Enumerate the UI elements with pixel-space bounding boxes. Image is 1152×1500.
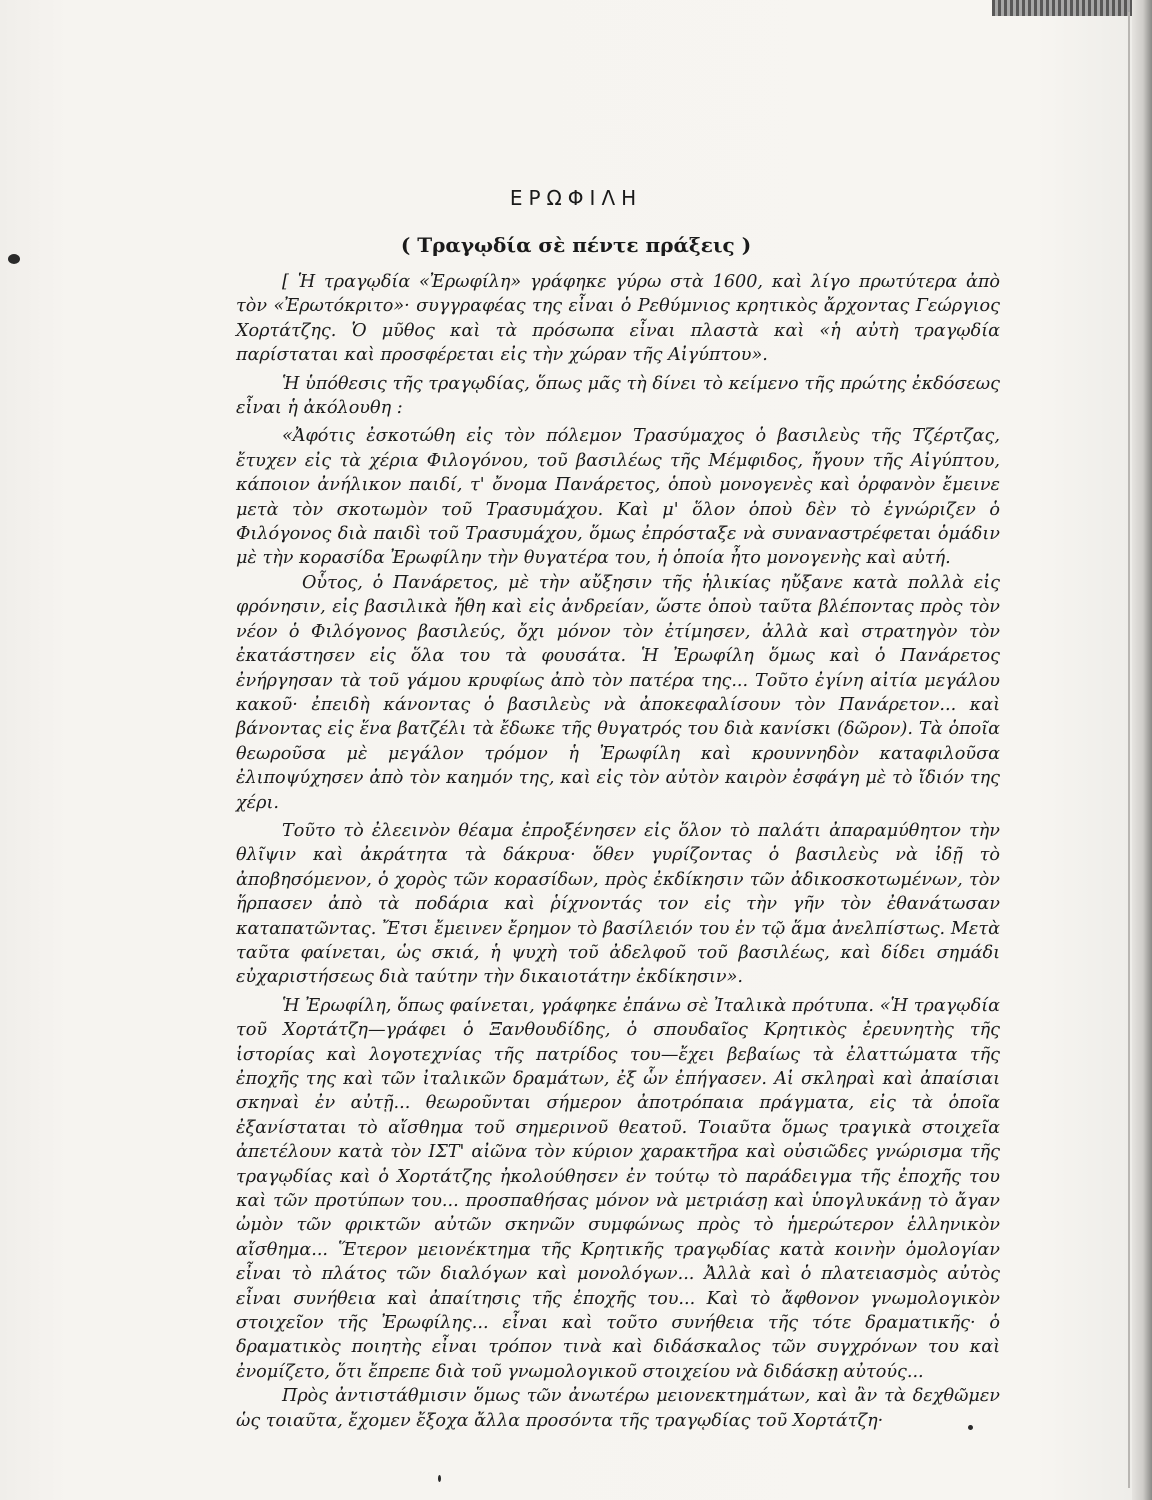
- page-subtitle: ( Τραγῳδία σὲ πέντε πράξεις ): [400, 233, 752, 257]
- body-text: [236, 270, 1000, 1433]
- paragraph-hypothesis-lead: Ἡ ὑπόθεσις τῆς τραγῳδίας, ὅπως μᾶς τὴ δίνει τὸ κείμενο τῆς πρώτης ἐκδόσεως εἶναι ἡ ἀκόλουθη :: [236, 373, 1000, 419]
- page-title: ΕΡΩΦΙΛΗ: [509, 186, 643, 210]
- page-right-edge: [1132, 0, 1152, 1500]
- paragraph-closing: Πρὸς ἀντιστάθμισιν ὅμως τῶν ἀνωτέρω μειονεκτημάτων, καὶ ἂν τὰ δεχθῶμεν ὡς τοιαῦτα, ἔχομεν ἔξοχα ἄλλα προσόντα τῆς τραγῳδίας τοῦ Χορτάτζη·: [236, 1386, 1000, 1431]
- paragraph-quote-3: Τοῦτο τὸ ἐλεεινὸν θέαμα ἐπροξένησεν εἰς ὅλον τὸ παλάτι ἀπαραμύθητον τὴν θλῖψιν καὶ ἀκράτητα τὰ δάκρυα· ὅθεν γυρίζοντας ὁ βασιλεὺς νὰ ἰδῇ τὸ ἀποβησόμενον, ὁ χορὸς τῶν κορασίδων, πρὸς ἐκδίκησιν τῶν ἀδικοσκοτωμένων, τὸν ἥρπασεν ἀπὸ τὰ ποδάρια καὶ ῥίχνοντάς τον εἰς τὴν γῆν τὸν ἐθανάτωσαν καταπατῶντας. Ἔτσι ἔμεινεν ἔρημον τὸ βασίλειόν του ἐν τῷ ἅμα ἀνελπίστως. Μετὰ ταῦτα φαίνεται, ὡς σκιά, ἡ ψυχὴ τοῦ ἀδελφοῦ τοῦ βασιλέως, καὶ δίδει σημάδι εὐχαριστήσεως διὰ ταύτην τὴν δικαιοτάτην ἐκδίκησιν».: [236, 820, 1000, 988]
- paragraph-intro: [ Ἡ τραγῳδία «Ἐρωφίλη» γράφηκε γύρω στὰ 1600, καὶ λίγο πρωτύτερα ἀπὸ τὸν «Ἐρωτόκριτο»· συγγραφέας της εἶναι ὁ Ρεθύμνιος κρητικὸς ἄρχοντας Γεώργιος Χορτάτζης. Ὁ μῦθος καὶ τὰ πρόσωπα εἶναι πλαστὰ καὶ «ἡ αὐτὴ τραγῳδία παρίσταται καὶ προσφέρεται εἰς τὴν χώραν τῆς Αἰγύπτου».: [236, 272, 1000, 366]
- ink-speck: [438, 1475, 441, 1482]
- paragraph-quote-1: «Ἀφότις ἐσκοτώθη εἰς τὸν πόλεμον Τρασύμαχος ὁ βασιλεὺς τῆς Τζέρτζας, ἔτυχεν εἰς τὰ χέρια Φιλογόνου, τοῦ βασιλέως τῆς Μέμφιδος, ἤγουν τῆς Αἰγύπτου, κάποιον ἀνήλικον παιδί, τ' ὄνομα Πανάρετος, ὁποὺ μονογενὲς καὶ ὀρφανὸν ἔμεινε μετὰ τὸν σκοτωμὸν τοῦ Τρασυμάχου. Καὶ μ' ὅλον ὁποὺ δὲν τὸ ἐγνώριζεν ὁ Φιλόγονος διὰ παιδὶ τοῦ Τρασυμάχου, ὅμως ἐπρόσταξε νὰ συναναστρέφεται ὁμάδιν μὲ τὴν κορασίδα Ἐρωφίλην τὴν θυγατέρα του, ἡ ὁποία ἦτο μονογενὴς καὶ αὐτή.: [236, 426, 1000, 569]
- paragraph-quote-2: Οὗτος, ὁ Πανάρετος, μὲ τὴν αὔξησιν τῆς ἡλικίας ηὔξανε κατὰ πολλὰ εἰς φρόνησιν, εἰς βασιλικὰ ἤθη καὶ εἰς ἀνδρείαν, ὥστε ὁποὺ ταῦτα βλέποντας πρὸς τὸν νέον ὁ Φιλόγονος βασιλεύς, ὄχι μόνον τὸν ἐτίμησεν, ἀλλὰ καὶ στρατηγὸν τὸν ἐκατάστησεν εἰς ὅλα του τὰ φουσάτα. Ἡ Ἐρωφίλη ὅμως καὶ ὁ Πανάρετος ἐνήργησαν τὰ τοῦ γάμου κρυφίως ἀπὸ τὸν πατέρα της... Τοῦτο ἐγίνη αἰτία μεγάλου κακοῦ· ἐπειδὴ κάνοντας ὁ βασιλεὺς νὰ ἀποκεφαλίσουν τὸν Πανάρετον... καὶ βάνοντας εἰς ἕνα βατζέλι τὰ ἔδωκε τῆς θυγατρός του διὰ κανίσκι (δῶρον). Τὰ ὁποῖα θεωροῦσα μὲ μεγάλον τρόμον ἡ Ἐρωφίλη καὶ κρουννηδὸν καταφιλοῦσα ἐλιποψύχησεν ἀπὸ τὸν καημόν της, καὶ εἰς τὸν αὐτὸν καιρὸν ἐσφάγη μὲ τὸ ἴδιόν της χέρι.: [236, 572, 1000, 813]
- paragraph-commentary: Ἡ Ἐρωφίλη, ὅπως φαίνεται, γράφηκε ἐπάνω σὲ Ἰταλικὰ πρότυπα. «Ἡ τραγῳδία τοῦ Χορτάτζη—γράφει ὁ Ξανθουδίδης, ὁ σπουδαῖος Κρητικὸς ἐρευνητὴς τῆς ἱστορίας καὶ λογοτεχνίας τῆς πατρίδος του—ἔχει βεβαίως τὰ ἐλαττώματα τῆς ἐποχῆς της καὶ τῶν ἰταλικῶν δραμάτων, ἐξ ὧν ἐπήγασεν. Αἱ σκληραὶ καὶ ἀπαίσιαι σκηναὶ ἐν αὐτῇ... θεωροῦνται σήμερον ἀποτρόπαια πράγματα, εἰς τὰ ὁποῖα ἐξανίσταται τὸ αἴσθημα τοῦ σημερινοῦ θεατοῦ. Τοιαῦτα ὅμως τραγικὰ στοιχεῖα ἀπετέλουν κατὰ τὸν ΙΣΤ' αἰῶνα τὸν κύριον χαρακτῆρα καὶ οὐσιῶδες γνώρισμα τῆς τραγῳδίας καὶ ὁ Χορτάτζης ἠκολούθησεν ἐν τούτῳ τὸ παράδειγμα τῆς ἐποχῆς του καὶ τῶν προτύπων του... προσπαθήσας μόνον νὰ μετριάσῃ καὶ ὑπογλυκάνῃ τὸ ἄγαν ὠμὸν τῶν φρικτῶν αὐτῶν σκηνῶν συμφώνως πρὸς τὸ ἡμερώτερον ἑλληνικὸν αἴσθημα... Ἕτερον μειονέκτημα τῆς Κρητικῆς τραγῳδίας κατὰ κοινὴν ὁμολογίαν εἶναι τὸ πλάτος τῶν διαλόγων καὶ μονολόγων... Ἀλλὰ καὶ ὁ πλατειασμὸς αὐτὸς εἶναι συνήθεια καὶ ἀπαίτησις τῆς ἐποχῆς του... Καὶ τὸ ἄφθονον γνωμολογικὸν στοιχεῖον τῆς Ἐρωφίλης... εἶναι καὶ τοῦτο συνήθεια τῆς τότε δραματικῆς· ὁ δραματικὸς ποιητὴς εἶναι τρόπον τινὰ καὶ διδάσκαλος τῶν συγχρόνων του καὶ ἐνομίζετο, ὅτι ἔπρεπε διὰ τοῦ γνωμολογικοῦ στοιχείου νὰ διδάσκῃ αὐτούς...: [236, 995, 1000, 1382]
